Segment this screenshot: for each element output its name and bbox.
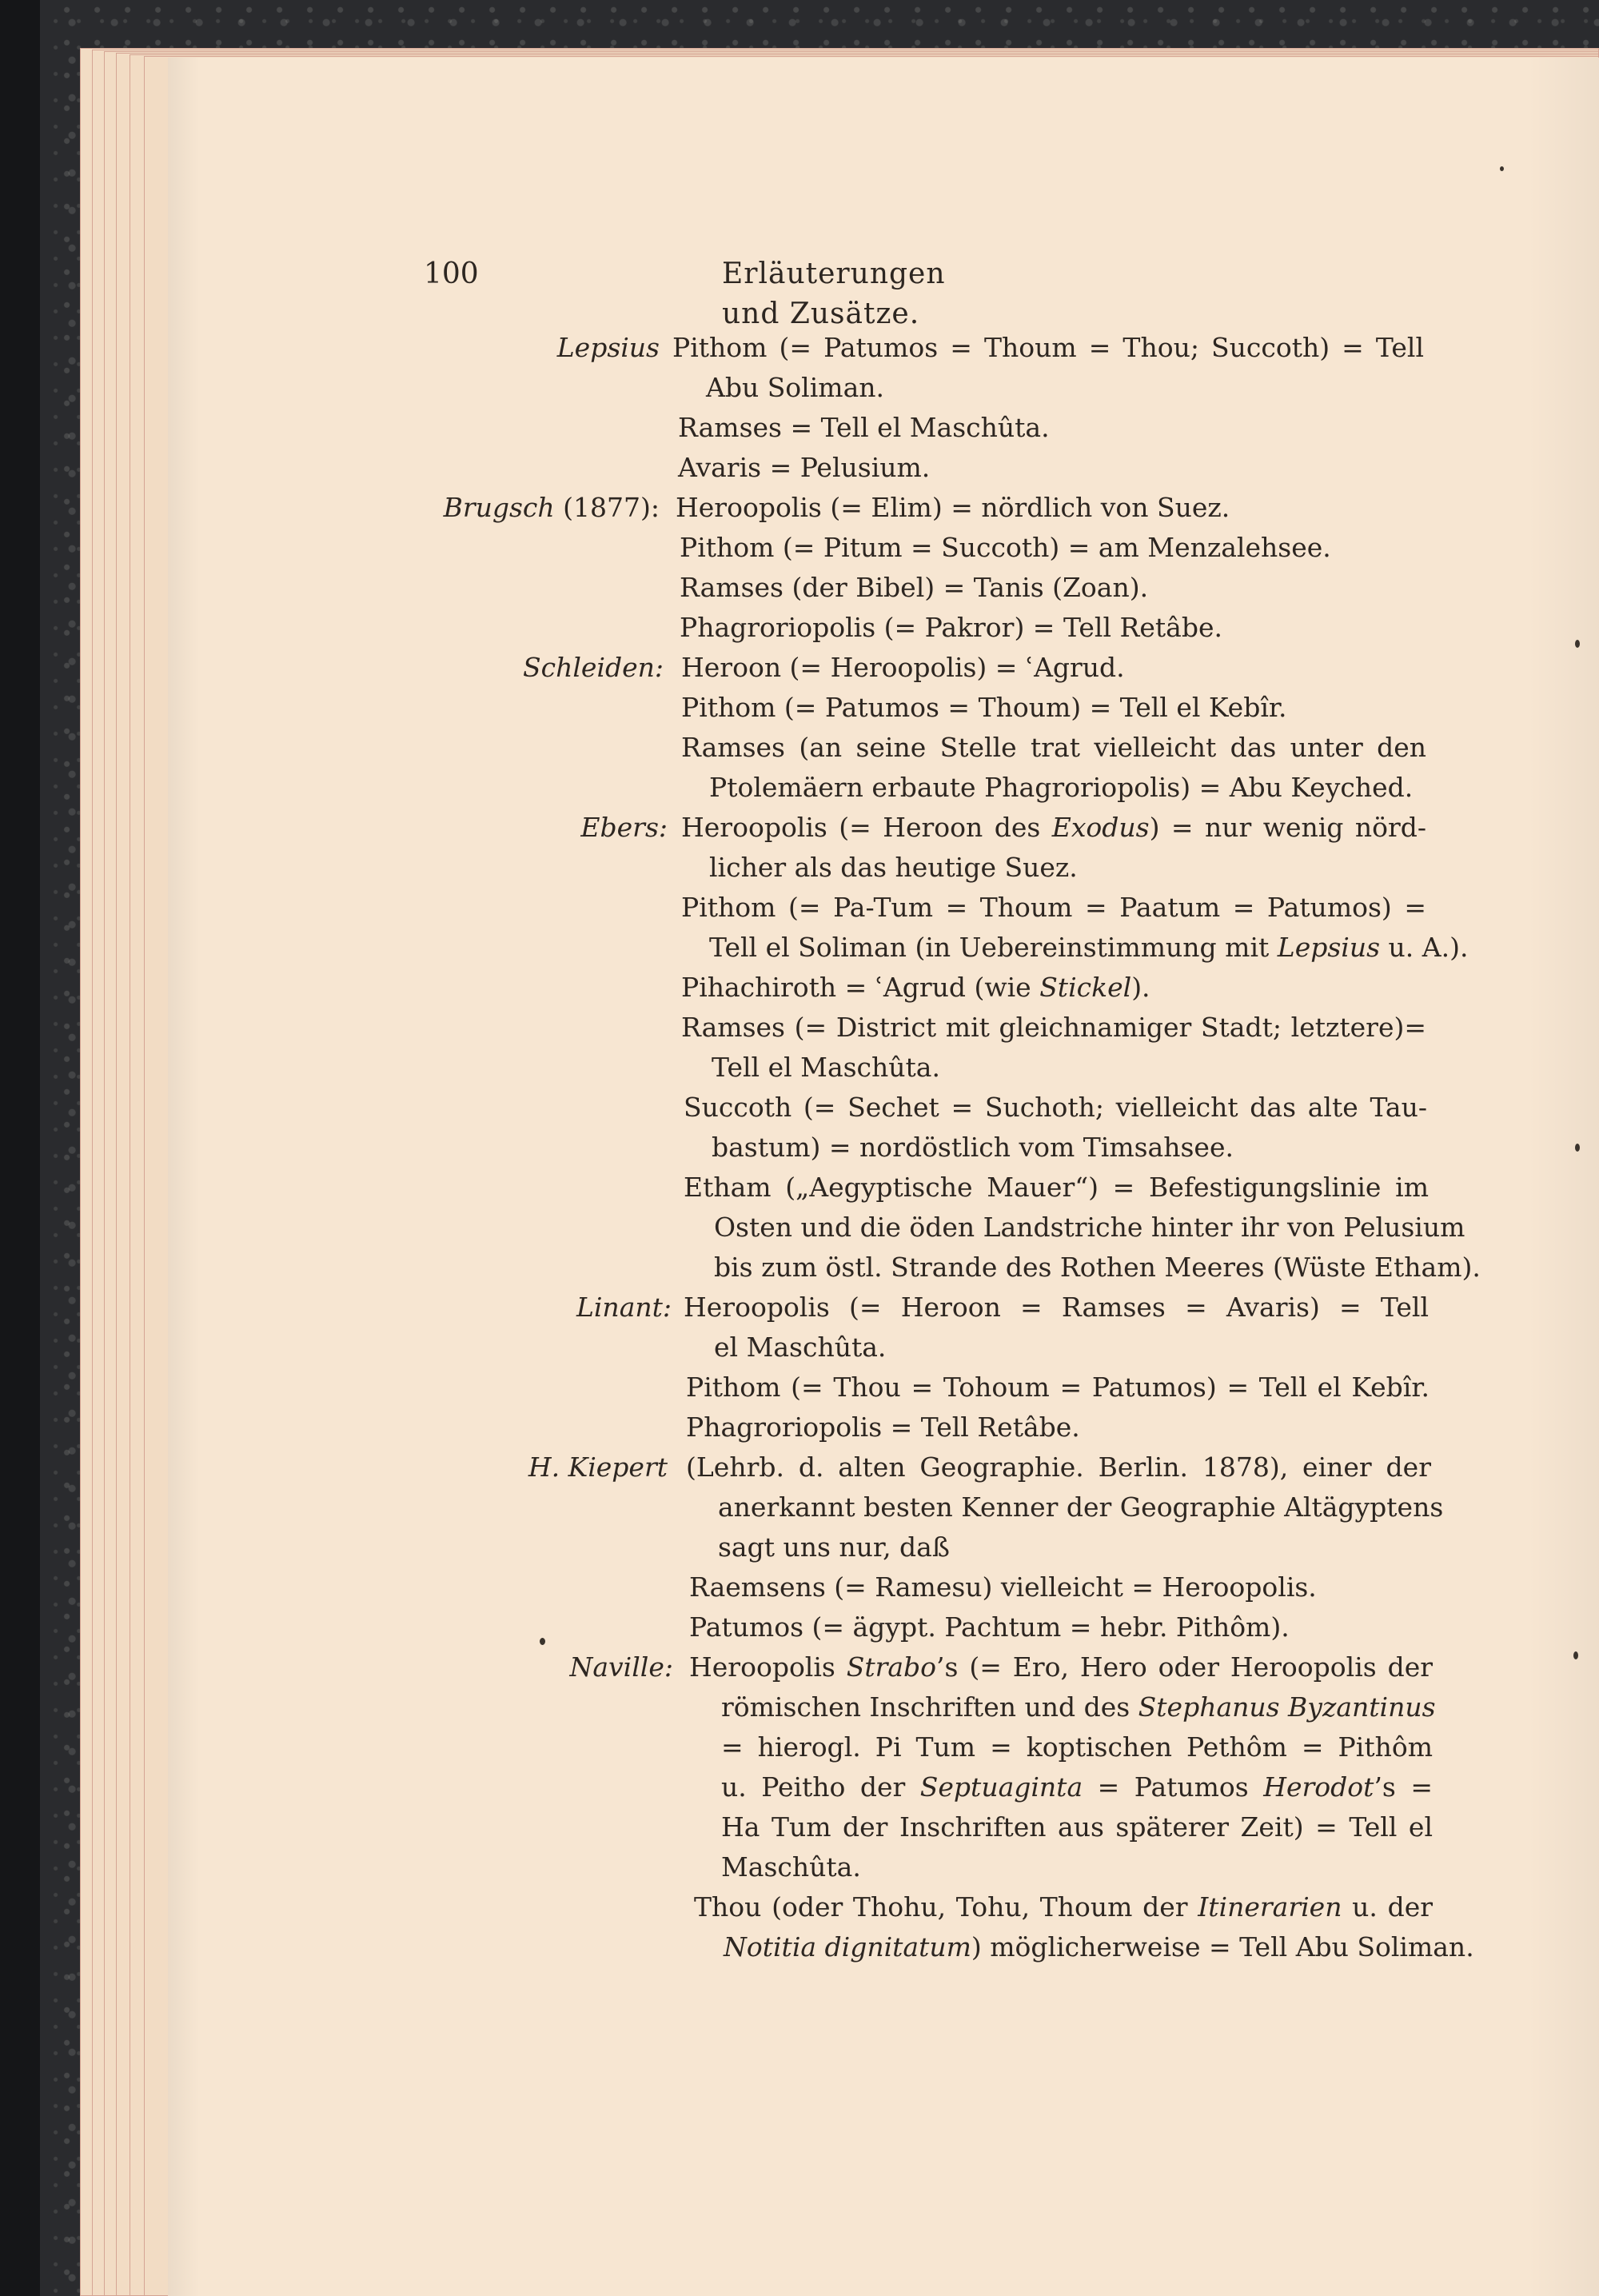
text-line: bis zum östl. Strande des Rothen Meeres (Wüste Etham). [714, 1252, 1481, 1283]
text-line: bastum) = nordöstlich vom Timsahsee. [712, 1132, 1234, 1163]
text-line: Raemsens (= Ramesu) vielleicht = Heroopolis. [689, 1571, 1317, 1603]
paper-speck [1575, 1144, 1580, 1152]
text-line: Heroopolis Strabo’s (= Ero, Hero oder Heroopolis der [689, 1651, 1434, 1683]
text-line: licher als das heutige Suez. [709, 852, 1078, 883]
author-label-brugsch: Brugsch (1877): [443, 492, 660, 523]
text-line: Pithom (= Patumos = Thoum) = Tell el Kebîr. [681, 692, 1287, 723]
text-line: Ramses = Tell el Maschûta. [678, 412, 1050, 443]
text-line: römischen Inschriften und des Stephanus Byzantinus [721, 1691, 1436, 1723]
paper-speck [540, 1638, 545, 1645]
text-line: Heroopolis (= Heroon des Exodus) = nur wenig nörd- [681, 812, 1426, 843]
text-line: Pithom (= Patumos = Thoum = Thou; Succoth) = Tell [672, 332, 1424, 363]
paper-speck [1573, 1651, 1578, 1659]
text-line: Pihachiroth = ʿAgrud (wie Stickel). [681, 972, 1150, 1003]
paper-speck [1575, 640, 1580, 648]
text-line: Ptolemäern erbaute Phagroriopolis) = Abu Keyched. [709, 772, 1414, 803]
text-line: Pithom (= Pa-Tum = Thoum = Paatum = Patumos) = [681, 892, 1426, 923]
text-line: Ramses (an seine Stelle trat vielleicht das unter den [681, 732, 1426, 763]
text-line: Pithom (= Thou = Tohoum = Patumos) = Tell el Kebîr. [686, 1372, 1430, 1403]
text-line: u. Peitho der Septuaginta = Patumos Herodot’s = [721, 1771, 1433, 1803]
text-line: Heroon (= Heroopolis) = ʿAgrud. [681, 652, 1125, 683]
text-line: anerkannt besten Kenner der Geographie Altägyptens [718, 1491, 1444, 1523]
text-line: Thou (oder Thohu, Tohu, Thoum der Itinerarien u. der [694, 1891, 1434, 1923]
book-spine-edge [0, 0, 40, 2296]
text-line: Ramses (der Bibel) = Tanis (Zoan). [680, 572, 1149, 603]
text-line: Ramses (= District mit gleichnamiger Stadt; letztere)= [681, 1012, 1426, 1043]
running-head: Erläuterungen und Zusätze. [722, 258, 946, 330]
author-label-lepsius: Lepsius [556, 332, 660, 363]
text-line: Patumos (= ägypt. Pachtum = hebr. Pithôm). [689, 1611, 1290, 1643]
text-line: sagt uns nur, daß [718, 1531, 950, 1563]
text-line: Pithom (= Pitum = Succoth) = am Menzalehsee. [680, 532, 1331, 563]
text-line: Avaris = Pelusium. [678, 452, 931, 483]
paper-speck [1500, 166, 1504, 171]
page-number: 100 [424, 258, 479, 290]
text-line: Heroopolis (= Elim) = nördlich von Suez. [676, 492, 1230, 523]
text-line: Osten und die öden Landstriche hinter ihr von Pelusium [714, 1212, 1465, 1243]
author-label-naville: Naville: [569, 1651, 673, 1683]
author-label-schleiden: Schleiden: [522, 652, 664, 683]
author-label-kiepert: H. Kiepert [528, 1451, 668, 1483]
text-line: = hierogl. Pi Tum = koptischen Pethôm = Pithôm [721, 1731, 1433, 1763]
text-line: Tell el Maschûta. [712, 1052, 940, 1083]
text-line: Heroopolis (= Heroon = Ramses = Avaris) = Tell [684, 1292, 1429, 1323]
text-line: Ha Tum der Inschriften aus späterer Zeit) = Tell el [721, 1811, 1433, 1843]
text-line: Abu Soliman. [706, 372, 884, 403]
text-line: Tell el Soliman (in Uebereinstimmung mit Lepsius u. A.). [709, 932, 1469, 963]
text-line: el Maschûta. [714, 1332, 887, 1363]
text-line: Succoth (= Sechet = Suchoth; vielleicht das alte Tau- [684, 1092, 1427, 1123]
text-line: Etham („Aegyptische Mauer“) = Befestigungslinie im [684, 1172, 1429, 1203]
text-line: Phagroriopolis (= Pakror) = Tell Retâbe. [680, 612, 1222, 643]
author-label-ebers: Ebers: [580, 812, 668, 843]
text-line: Phagroriopolis = Tell Retâbe. [686, 1412, 1080, 1443]
text-line: (Lehrb. d. alten Geographie. Berlin. 1878), einer der [686, 1451, 1431, 1483]
text-line: Maschûta. [721, 1851, 861, 1883]
author-label-linant: Linant: [576, 1292, 672, 1323]
text-line: Notitia dignitatum) möglicherweise = Tell Abu Soliman. [724, 1931, 1474, 1963]
